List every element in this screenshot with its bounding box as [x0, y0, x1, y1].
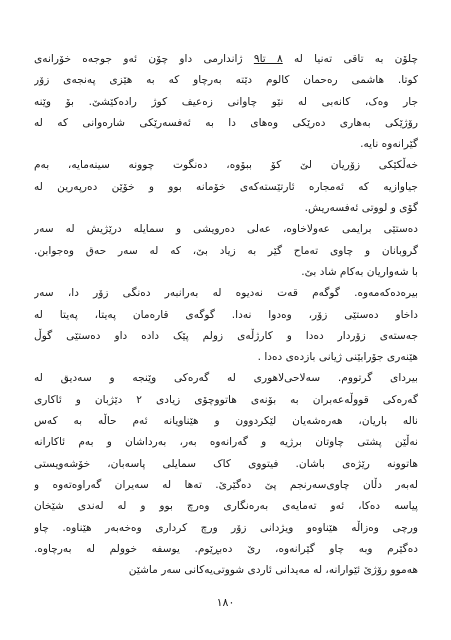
text-segment: چلۆن بە تاقى تەنيا لە [282, 53, 418, 65]
text-line: داخاو دەستێی زۆر، وەدوا نەدا. گوگەی قارەمان پەیتا، پەیتا لە [34, 308, 418, 321]
text-line: ورچی وەزاڵە هێناوەو ویژدانی زۆر ورچ کرداری وەخەبەر هێناوە. چاو [34, 521, 418, 534]
text-line: گێرانەوە نایە. [360, 138, 418, 151]
paragraph [34, 368, 418, 581]
paragraph [34, 283, 418, 368]
text-line: خەڵکێکی زۆریان لێ کۆ ببۆوە، دەنگوت چوونە سینەمایە، بەم [34, 159, 418, 172]
text-line: لەبەر دڵان چاوی‌سەرنجم پێ دەگێرێ. تەها لە سەیران گەراوەتەوە و [34, 478, 418, 491]
text-segment: ژاندارمی داو چۆن ئەو جوجەە خۆرانەی [34, 53, 254, 65]
body-text [34, 49, 418, 581]
text-line: دەگێرم وبە چاو گێرانەوە، رێ دەبڕێوم. یوسفە خوولم لە بەرچاوە. [34, 542, 418, 555]
text-line: جار وەک، کانەبی لە نێو چاوانی زەعیف کوژ رادەکێشێ. بۆ وێنە [34, 95, 418, 108]
text-line: نەڵێن پشتی چاوتان برژیە و گەرانەوە بەر، بەرداشان و بەم ئاکارانە [34, 436, 418, 449]
underlined-numbers: ٨ تا٩ [253, 53, 283, 65]
text-line: نالە باریان، هەرەشەیان لێکردوون و هێناویانە ئەم حاڵە بە کەس [34, 415, 418, 428]
page-number: ١٨٠ [216, 596, 235, 609]
text-line: گۆی و لووتی ئەفسەریش. [304, 202, 418, 215]
paragraph [34, 219, 418, 283]
text-line: هەموو رۆژێ ئێوارانە، لە مەیدانی ئاردی شووتی‌یەکانی سەر ماشێن [128, 564, 418, 577]
text-line: کوتا. هاشمی رەحمان کالوم دێتە بەرچاو کە بە هێزی پەنجەی زۆر [34, 74, 418, 87]
text-line: گروبانان و چاوی تەماح گێر بە زیاد بێ، کە لە سەر حەق وەجوابن. [34, 244, 418, 257]
text-line: هاتوونە رێژەی باشان. فیتووی کاک سمایلی پاسەبان، خۆشەویستی [34, 457, 418, 470]
paragraph [34, 155, 418, 219]
text-line: بیرەدەکەمەوە. گوگەم قەت نەدیوە لە بەرانبەر دەنگی زۆر دا، سەر [34, 287, 418, 300]
text-line: دەستێی برایمی عەولاخاوە، عەلی دەرویشی و سمایلە درێژیش لە سەر [34, 223, 418, 236]
paragraph [34, 49, 418, 155]
text-line: جیاوازیە کە ئەمجارە ئارتێستەکەی خۆمانە بوو و خۆێن دەرپەرین لە [34, 180, 418, 193]
text-line: بیردای گرتووم. سەلاحی‌لاهوری لە گەرەکی وێنجە و سەدیق لە [34, 372, 418, 385]
text-line: پیاسە دەکا، ئەو تەمایەی بەرەنگاری وەرچ بوو و لە لەندی شێخان [34, 500, 418, 513]
text-line: جەستەی زۆردار دەدا و کارژڵەی زولم پێک دادە داو دەستێی گوڵ [34, 329, 418, 342]
text-line: رۆژێکی بەهاری دەرێکی وەهای دا بە ئەفسەرێکی شارەوانی کە لە [34, 116, 418, 129]
text-line [34, 49, 418, 70]
text-line: هێنەری جۆرابێنی ژیانی بازدەی دەدا . [257, 351, 418, 364]
text-line: با شەواریان بەکام شاد بێ. [301, 265, 418, 278]
text-line: گەرەکی قووڵەعەبران بە بۆنەی هاتووچۆی زیادی ٢ دێژبان و ئاکاری [34, 393, 418, 406]
